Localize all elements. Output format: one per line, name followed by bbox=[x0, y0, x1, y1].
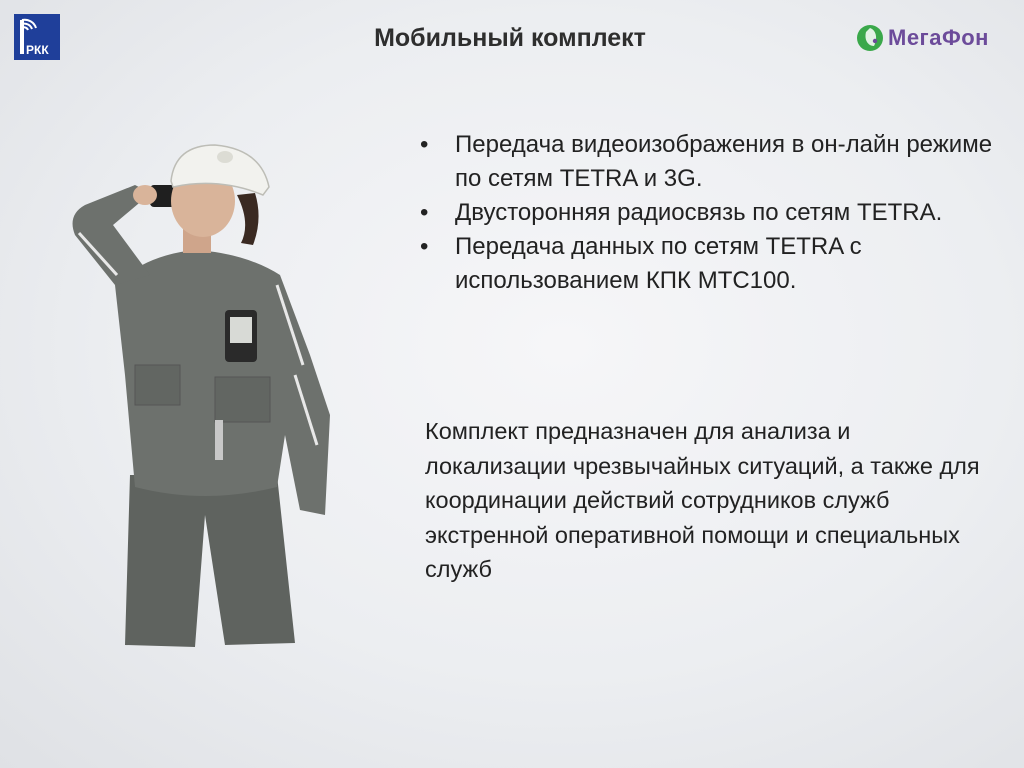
bullet-text: Двусторонняя радиосвязь по сетям TETRA. bbox=[455, 199, 943, 226]
rkk-logo-icon bbox=[14, 14, 60, 60]
bullet-text: Передача видеоизображения в он-лайн режиме по сетям TETRA и 3G. bbox=[455, 131, 993, 192]
megafon-logo-text: МегаФон bbox=[888, 25, 989, 50]
megafon-mark-icon bbox=[856, 24, 884, 52]
bullet-item bbox=[415, 128, 1005, 196]
rkk-logo-text: РКК bbox=[26, 43, 49, 57]
megafon-logo bbox=[856, 22, 989, 54]
bullet-dot-icon: • bbox=[420, 233, 429, 260]
bullet-text: Передача данных по сетям TETRA с использованием КПК MTC100. bbox=[455, 233, 862, 294]
bullet-item bbox=[415, 230, 1005, 298]
bullet-list bbox=[415, 128, 1005, 298]
bullet-item bbox=[415, 196, 1005, 230]
bullet-dot-icon: • bbox=[420, 199, 429, 226]
bullet-dot-icon: • bbox=[420, 131, 429, 158]
person-in-uniform-image bbox=[55, 115, 355, 655]
page-title: Мобильный комплект bbox=[374, 24, 646, 52]
description-paragraph: Комплект предназначен для анализа и локализации чрезвычайных ситуаций, а также для координации действий сотрудников служб экстренной оперативной помощи и специальных служб bbox=[425, 418, 980, 582]
